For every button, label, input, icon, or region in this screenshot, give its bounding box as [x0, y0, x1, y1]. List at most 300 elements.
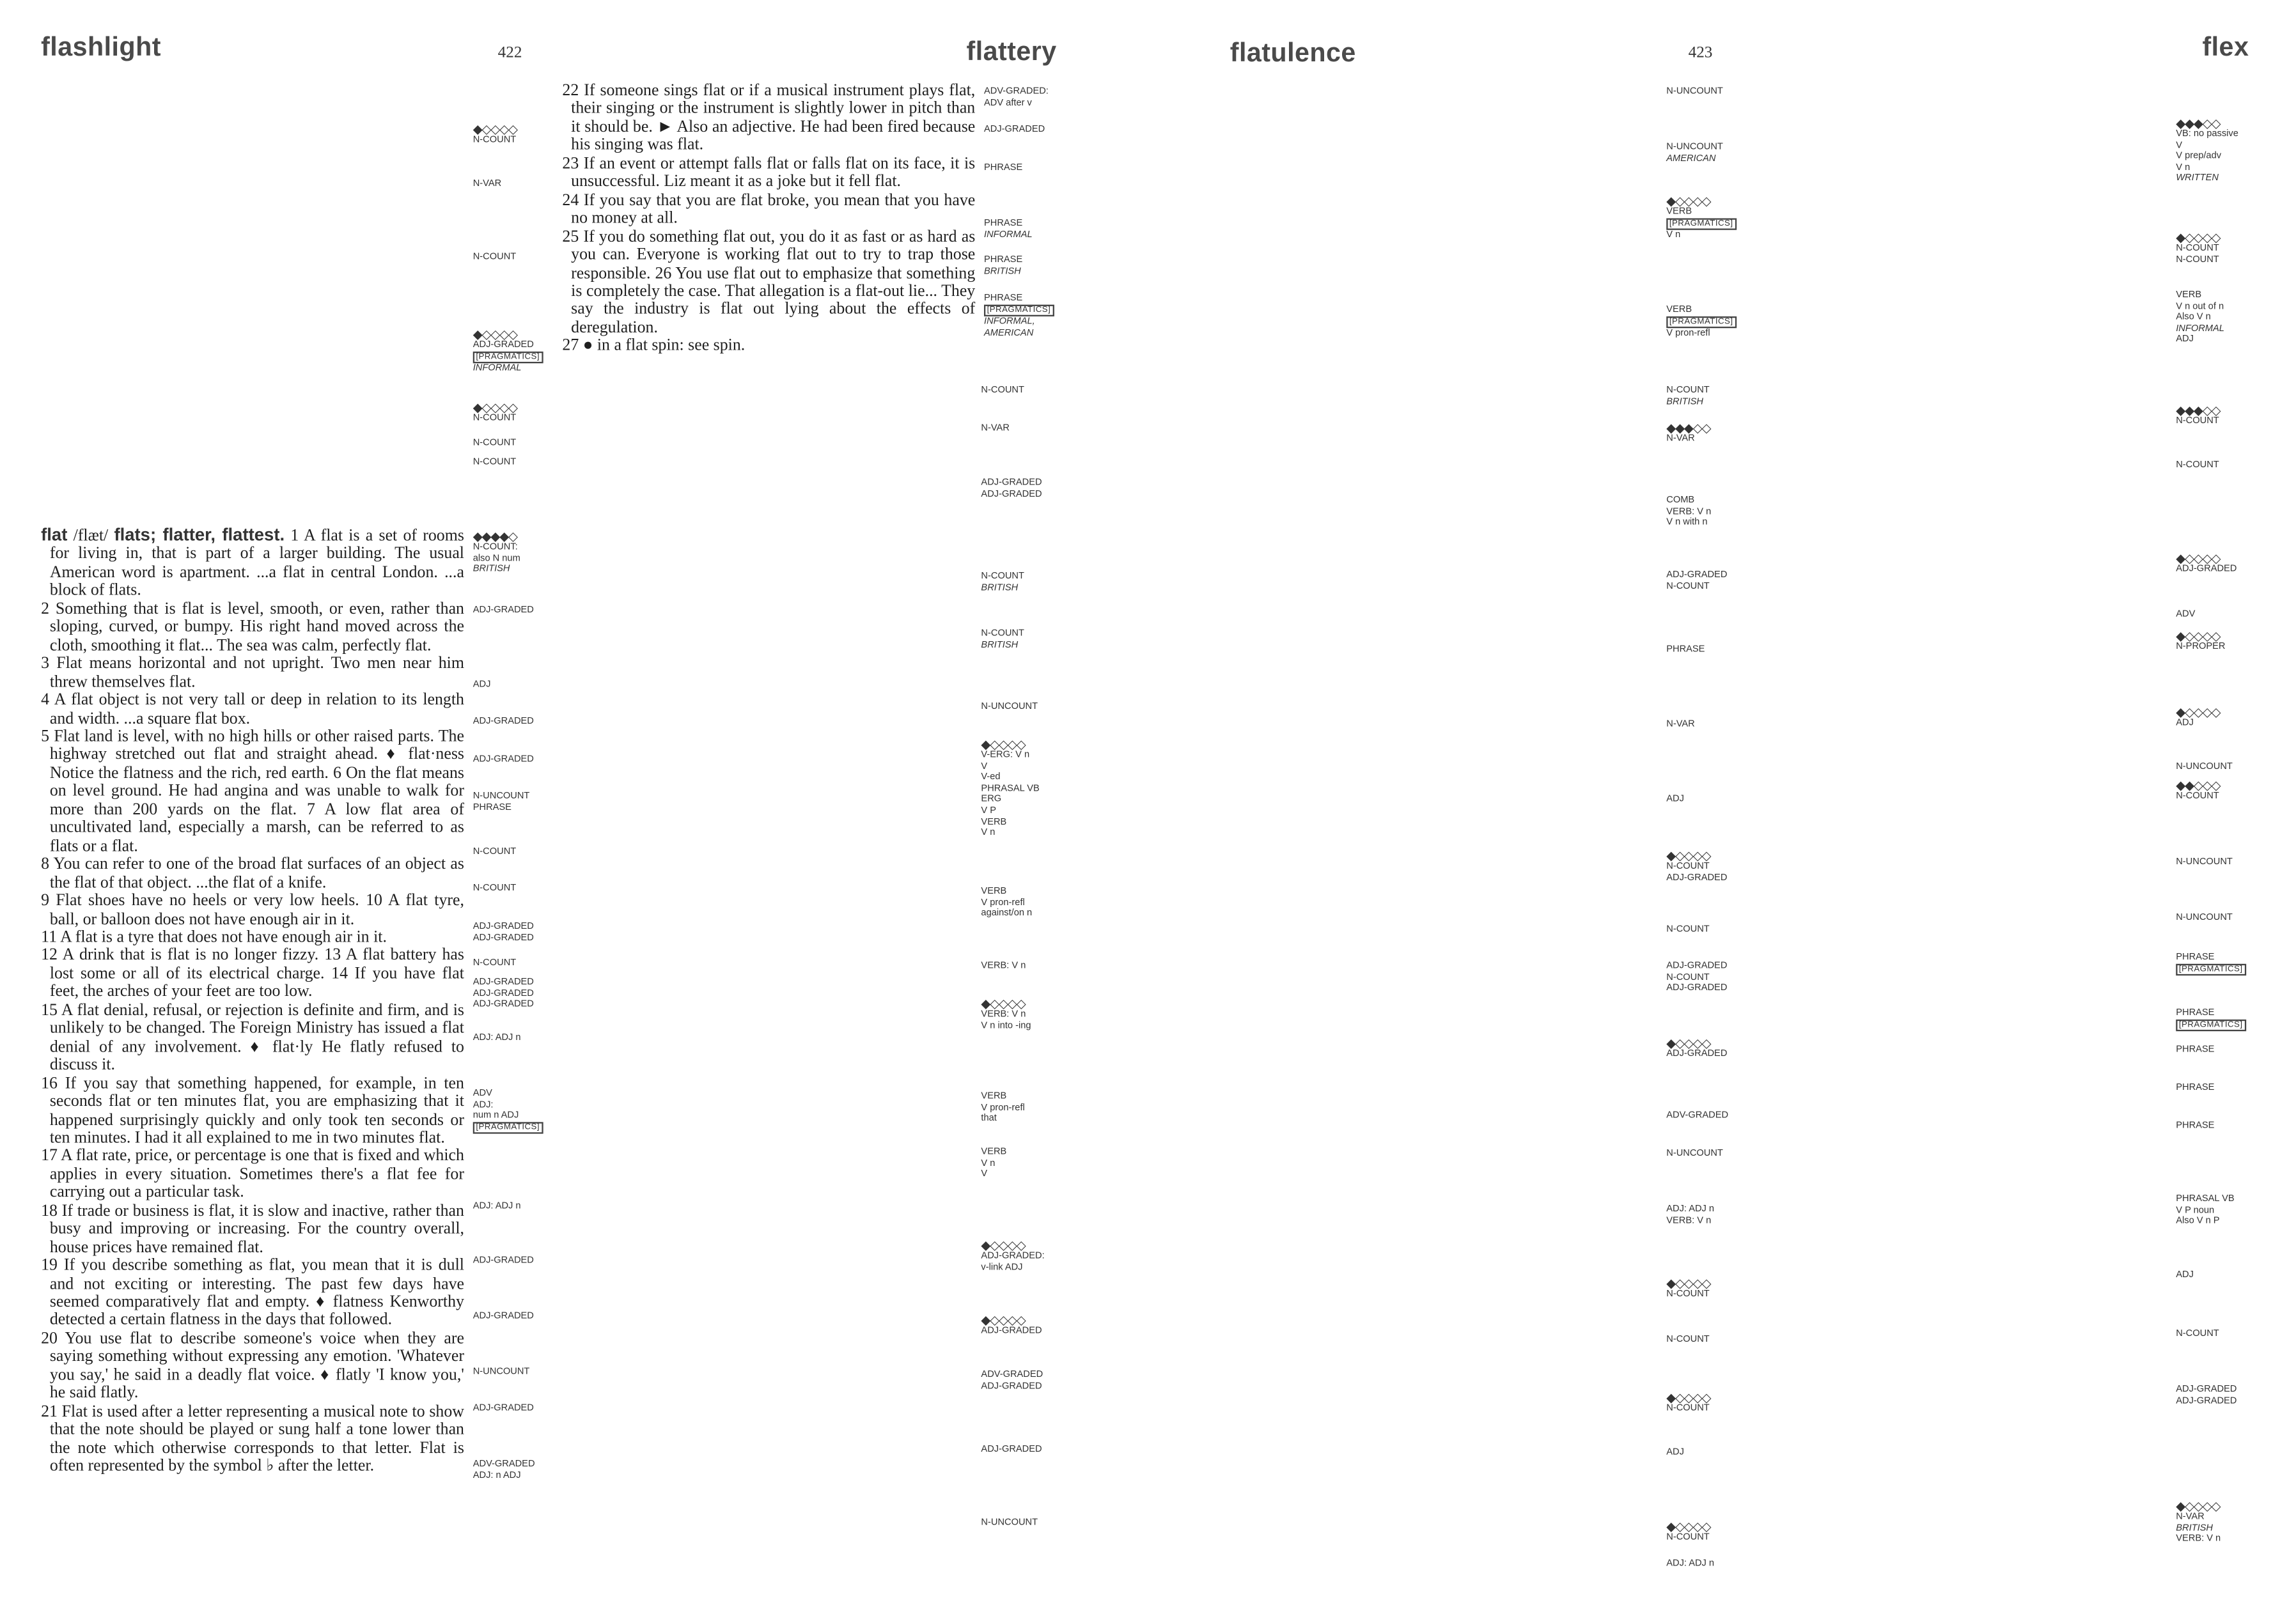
- grammar-label-line: N-COUNT: [2176, 1328, 2219, 1339]
- sense-text: 25 If you do something flat out, you do it as fast or as hard as you can. Everyone is working flat out to try to trap those responsible. 26 You use flat out to emphasize that something is completely the case. That allegation is a flat-out lie... They say the industry is flat out lying about the effects of deregulation.: [562, 228, 976, 337]
- grammar-label: [473, 958, 516, 969]
- entry-column-1: [41, 526, 464, 1476]
- grammar-label-line: ADJ-GRADED: [1666, 872, 1728, 883]
- grammar-label-line: ADJ: ADJ n: [472, 1032, 521, 1043]
- grammar-label: [1666, 1110, 1728, 1121]
- grammar-label-line: INFORMAL: [472, 363, 522, 374]
- grammar-label-line: [PRAGMATICS]: [1666, 218, 1736, 231]
- grammar-label-line: N-VAR: [1666, 719, 1695, 730]
- grammar-label-line: N-UNCOUNT: [981, 1517, 1038, 1528]
- grammar-label-line: ADJ-GRADED: [1666, 1048, 1728, 1059]
- grammar-label-line: ADJ-GRADED: [472, 754, 534, 765]
- grammar-label: [2176, 706, 2220, 729]
- right-right-running-head: flex: [2202, 32, 2249, 62]
- grammar-label: [981, 478, 1042, 500]
- grammar-label-line: ADJ-GRADED: [472, 977, 534, 988]
- grammar-label: [473, 1255, 534, 1266]
- grammar-label-line: PHRASE: [2176, 1044, 2215, 1055]
- grammar-label: [981, 1239, 1044, 1273]
- entry-intro: [41, 526, 464, 600]
- grammar-label: [2176, 952, 2245, 975]
- grammar-label: [981, 423, 1009, 434]
- grammar-label-line: N-COUNT: [2176, 460, 2219, 470]
- grammar-label-line: V n: [981, 1158, 996, 1169]
- grammar-label-line: N-COUNT: [472, 846, 517, 857]
- grammar-label: [473, 1367, 530, 1378]
- grammar-label-line: [PRAGMATICS]: [984, 304, 1054, 317]
- grammar-label-line: ADV-GRADED: [981, 1369, 1043, 1380]
- grammar-label-line: ADJ: [2176, 1270, 2194, 1280]
- grammar-label-line: N-COUNT: [472, 134, 517, 145]
- grammar-label-line: PHRASAL VB: [2176, 1193, 2235, 1204]
- grammar-label-line: ADJ-GRADED: [981, 488, 1042, 499]
- grammar-label-line: N-UNCOUNT: [2176, 912, 2233, 923]
- grammar-label: [2176, 1082, 2214, 1093]
- frequency-diamonds-icon: ◆◇◇◇◇: [1666, 193, 1711, 208]
- grammar-label: [2176, 630, 2225, 653]
- entry-column-2: [562, 82, 975, 355]
- grammar-label-line: PHRASAL VB: [981, 783, 1040, 794]
- frequency-diamonds-icon: ◆◇◇◇◇: [2176, 550, 2221, 566]
- grammar-label-line: V n: [1666, 230, 1681, 241]
- grammar-label-line: ADJ: [2176, 717, 2194, 728]
- frequency-diamonds-icon: ◆◇◇◇◇: [2176, 628, 2221, 643]
- grammar-label-line: N-COUNT: [1666, 1334, 1710, 1345]
- grammar-label-line: PHRASE: [984, 162, 1023, 173]
- grammar-label-line: ADJ: [472, 679, 491, 690]
- grammar-label: [1666, 1392, 1710, 1415]
- grammar-label: [984, 218, 1033, 240]
- grammar-label-line: Also V n: [2176, 312, 2211, 323]
- grammar-label-line: VERB: V n: [981, 1009, 1026, 1020]
- grammar-label-line: ADJ-GRADED: [472, 1403, 534, 1414]
- sense-text: 18 If trade or business is flat, it is slow and inactive, rather than busy and improving or increasing. For the country overall, house prices have remained flat.: [41, 1202, 464, 1257]
- grammar-label-line: PHRASE: [2176, 1007, 2215, 1018]
- grammar-label: [1666, 850, 1727, 883]
- grammar-label-line: ADJ-GRADED: [472, 999, 534, 1010]
- grammar-label: [981, 702, 1038, 713]
- grammar-label-line: that: [981, 1113, 997, 1124]
- grammar-label-line: V n into -ing: [981, 1020, 1031, 1031]
- grammar-label: [473, 754, 534, 765]
- grammar-label-line: ADJ-GRADED: [1666, 961, 1728, 972]
- grammar-label-line: N-COUNT: [2176, 254, 2219, 265]
- frequency-diamonds-icon: ◆◇◇◇◇: [472, 400, 517, 415]
- grammar-label-line: N-VAR: [981, 423, 1010, 434]
- frequency-diamonds-icon: ◆◇◇◇◇: [1666, 1390, 1711, 1405]
- grammar-label: [473, 605, 534, 616]
- grammar-label: [2176, 1328, 2219, 1339]
- grammar-label-line: N-UNCOUNT: [472, 791, 530, 802]
- grammar-label-line: V n out of n: [2176, 301, 2224, 312]
- grammar-label: [984, 255, 1022, 277]
- grammar-label: [473, 179, 501, 190]
- grammar-label: [473, 328, 543, 375]
- grammar-label: [984, 86, 1049, 109]
- grammar-label: [2176, 1008, 2245, 1032]
- grammar-label-line: ADJ: ADJ n: [472, 1201, 521, 1212]
- grammar-label-line: ADV: [472, 1088, 492, 1099]
- grammar-label-line: INFORMAL,: [984, 316, 1035, 327]
- grammar-label-line: N-COUNT: [1666, 861, 1710, 872]
- grammar-label-line: ADV-GRADED: [472, 1459, 535, 1470]
- grammar-label-line: N-COUNT: [472, 958, 517, 968]
- sense-text: 19 If you describe something as flat, you mean that it is dull and not exciting or interesting. The past few days have seemed comparatively flat and empty. ♦ flatness Kenworthy detected a certain flatness in the days that followed.: [41, 1257, 464, 1330]
- frequency-diamonds-icon: ◆◇◇◇◇: [472, 121, 517, 137]
- grammar-label-line: AMERICAN: [984, 327, 1034, 338]
- grammar-label-line: ERG: [981, 794, 1002, 805]
- grammar-label-line: [PRAGMATICS]: [473, 351, 543, 364]
- grammar-label-line: N-COUNT: [981, 628, 1024, 639]
- grammar-label-line: V-ed: [981, 772, 1001, 783]
- grammar-label: [1666, 305, 1736, 339]
- grammar-label-line: V-ERG: V n: [981, 750, 1030, 761]
- grammar-label-line: ADJ-GRADED: [472, 716, 534, 727]
- grammar-label-line: V n with n: [1666, 517, 1708, 528]
- grammar-label-line: VB: no passive: [2176, 128, 2238, 139]
- grammar-label: [473, 883, 516, 894]
- grammar-label: [1666, 1149, 1723, 1160]
- frequency-diamonds-icon: ◆◆◆◇◇: [1666, 420, 1711, 435]
- grammar-label-line: N-COUNT: [472, 456, 517, 467]
- grammar-label: [473, 1033, 521, 1044]
- grammar-label-line: PHRASE: [984, 254, 1023, 265]
- grammar-label: [1666, 385, 1709, 408]
- grammar-label-line: BRITISH: [981, 582, 1019, 593]
- grammar-label-line: VERB: V n: [981, 961, 1026, 972]
- grammar-label-line: [PRAGMATICS]: [1666, 316, 1736, 329]
- grammar-label-line: N-UNCOUNT: [1666, 86, 1723, 97]
- grammar-label: [981, 1370, 1043, 1392]
- grammar-label-line: WRITTEN: [2176, 173, 2219, 184]
- frequency-diamonds-icon: ◆◇◇◇◇: [472, 327, 517, 341]
- grammar-label-line: ADJ-GRADED: [1666, 570, 1728, 580]
- grammar-label: [981, 1091, 1024, 1124]
- grammar-label: [473, 1311, 534, 1322]
- grammar-label-line: V P noun: [2176, 1204, 2215, 1216]
- grammar-label-line: BRITISH: [981, 639, 1019, 650]
- grammar-label-line: ADJ-GRADED: [472, 1255, 534, 1266]
- grammar-label: [1666, 195, 1736, 242]
- grammar-label: [981, 961, 1026, 972]
- grammar-label-line: V prep/adv: [2176, 151, 2222, 162]
- grammar-label-line: Also V n P: [2176, 1216, 2220, 1227]
- grammar-label-line: N-COUNT: [2176, 415, 2219, 426]
- grammar-label-line: PHRASE: [1666, 644, 1705, 655]
- grammar-label: [981, 571, 1024, 594]
- grammar-label-line: VERB: V n: [2176, 1534, 2221, 1544]
- grammar-label: [1666, 719, 1694, 730]
- grammar-label: [981, 1444, 1042, 1455]
- grammar-label: [1666, 1277, 1710, 1300]
- grammar-label-line: also N num: [472, 553, 520, 564]
- grammar-label: [473, 791, 530, 813]
- grammar-label-line: ADJ-GRADED: [2176, 564, 2237, 575]
- grammar-label-line: ADJ-GRADED: [472, 932, 534, 943]
- grammar-label: [1666, 1447, 1684, 1458]
- frequency-diamonds-icon: ◆◆◇◇◇: [2176, 777, 2221, 793]
- grammar-label-line: V: [2176, 140, 2183, 151]
- grammar-label-line: N-COUNT: [1666, 972, 1710, 982]
- entry-inflections: flats; flatter, flattest.: [114, 524, 285, 545]
- sense-text: 27 ● in a flat spin: see spin.: [562, 337, 746, 355]
- sense-text: 24 If you say that you are flat broke, you mean that you have no money at all.: [562, 191, 976, 228]
- sense-text: 23 If an event or attempt falls flat or falls flat on its face, it is unsuccessful. Liz meant it as a joke but it fell flat.: [562, 155, 976, 191]
- grammar-label-line: N-UNCOUNT: [981, 701, 1038, 712]
- grammar-label-line: BRITISH: [984, 266, 1021, 277]
- grammar-label: [2176, 913, 2233, 924]
- entry-headword: flat: [41, 524, 68, 545]
- entry-pronunciation: /flæt/: [73, 527, 109, 545]
- frequency-diamonds-icon: ◆◇◇◇◇: [1666, 1275, 1711, 1291]
- grammar-label-line: ADJ-GRADED:: [981, 1250, 1045, 1261]
- grammar-label: [2176, 1121, 2214, 1131]
- grammar-label-line: VERB: [2176, 290, 2202, 300]
- grammar-label: [1666, 924, 1709, 935]
- grammar-label-line: VERB: [981, 1147, 1007, 1158]
- grammar-label-line: N-COUNT: [1666, 1403, 1710, 1414]
- grammar-label: [1666, 1558, 1714, 1569]
- grammar-label-line: COMB: [1666, 495, 1695, 506]
- grammar-label: [473, 438, 516, 449]
- grammar-label-line: BRITISH: [2176, 1523, 2213, 1534]
- grammar-label-line: v-link ADJ: [981, 1262, 1023, 1273]
- grammar-label: [2176, 1384, 2237, 1406]
- grammar-label: [2176, 762, 2233, 773]
- grammar-label-line: N-UNCOUNT: [1666, 1148, 1723, 1159]
- grammar-label: [1666, 961, 1727, 994]
- grammar-label: [981, 886, 1032, 919]
- sense-text: 3 Flat means horizontal and not upright. Two men near him threw themselves flat.: [41, 655, 464, 691]
- grammar-label-line: ADV-GRADED:: [984, 86, 1049, 97]
- grammar-label: [473, 1459, 535, 1481]
- sense-text: 1 A flat is a set of rooms for living in, that is part of a larger building. The usual American word is apartment. ...a flat in central London. ...a block of flats.: [49, 527, 464, 600]
- grammar-label: [2176, 231, 2220, 265]
- grammar-label: [984, 293, 1054, 339]
- right-page-number: 423: [1688, 43, 1713, 62]
- sense-text: 8 You can refer to one of the broad flat surfaces of an object as the flat of that object. ...the flat of a knife.: [41, 855, 464, 892]
- frequency-diamonds-icon: ◆◆◆◇◇: [2176, 403, 2221, 418]
- frequency-diamonds-icon: ◆◇◇◇◇: [981, 1238, 1026, 1253]
- grammar-label-line: ADJ-GRADED: [981, 1444, 1042, 1455]
- grammar-label: [1666, 644, 1705, 655]
- grammar-label-line: against/on n: [981, 908, 1033, 919]
- grammar-label: [1666, 86, 1723, 97]
- left-page-number: 422: [497, 43, 522, 62]
- grammar-label-line: V: [981, 761, 988, 772]
- grammar-label-line: N-COUNT: [981, 571, 1024, 582]
- grammar-label: [984, 125, 1045, 136]
- grammar-label: [1666, 142, 1723, 164]
- sense-text: 9 Flat shoes have no heels or very low heels. 10 A flat tyre, ball, or balloon does not have enough air in it.: [41, 892, 464, 928]
- grammar-label-line: N-COUNT: [472, 252, 517, 263]
- grammar-label-line: ADJ:: [472, 1099, 494, 1110]
- grammar-label: [2176, 290, 2224, 346]
- frequency-diamonds-icon: ◆◇◇◇◇: [2176, 229, 2221, 245]
- grammar-label-line: ADV: [2176, 609, 2196, 620]
- grammar-label: [2176, 117, 2238, 184]
- grammar-label-line: N-PROPER: [2176, 641, 2226, 652]
- grammar-label: [984, 162, 1022, 173]
- grammar-label: [2176, 552, 2237, 575]
- grammar-label-line: PHRASE: [472, 802, 512, 812]
- grammar-label: [2176, 1500, 2221, 1545]
- grammar-label: [2176, 1270, 2194, 1281]
- frequency-diamonds-icon: ◆◇◇◇◇: [2176, 1498, 2221, 1514]
- grammar-label-line: V n: [981, 828, 996, 839]
- grammar-label: [1666, 1521, 1710, 1544]
- grammar-label-line: ADJ-GRADED: [472, 339, 534, 350]
- frequency-diamonds-icon: ◆◇◇◇◇: [1666, 848, 1711, 863]
- grammar-label-line: ADJ-GRADED: [2176, 1395, 2237, 1406]
- grammar-label-line: N-VAR: [1666, 433, 1695, 444]
- grammar-label-line: ADJ-GRADED: [984, 124, 1045, 135]
- grammar-label: [981, 1314, 1042, 1337]
- grammar-label-line: ADJ-GRADED: [472, 921, 534, 932]
- grammar-label-line: N-UNCOUNT: [472, 1366, 530, 1378]
- grammar-label-line: N-VAR: [472, 178, 502, 189]
- frequency-diamonds-icon: ◆◇◇◇◇: [1666, 1519, 1711, 1534]
- sense-text: 2 Something that is flat is level, smooth, or even, rather than sloping, curved, or bumpy. His right hand moved across the cloth, smoothing it flat... The sea was calm, perfectly flat.: [41, 600, 464, 655]
- grammar-label-line: ADJ: ADJ n: [1666, 1558, 1715, 1569]
- grammar-label: [981, 998, 1031, 1032]
- grammar-label-line: V P: [981, 805, 997, 816]
- grammar-label-line: PHRASE: [2176, 1082, 2215, 1093]
- grammar-label-line: V pron-refl: [981, 1102, 1025, 1113]
- grammar-label-line: PHRASE: [2176, 952, 2215, 963]
- grammar-label-line: VERB: [981, 886, 1007, 897]
- grammar-label-line: PHRASE: [2176, 1120, 2215, 1131]
- grammar-label: [2176, 857, 2233, 868]
- grammar-label-line: INFORMAL: [2176, 323, 2224, 334]
- grammar-label: [1666, 570, 1727, 592]
- grammar-label: [473, 717, 534, 727]
- grammar-label: [2176, 1044, 2214, 1055]
- grammar-label-line: ADV after v: [984, 97, 1032, 108]
- grammar-label: [473, 846, 516, 857]
- grammar-label: [473, 1089, 543, 1135]
- grammar-label-line: VERB: [981, 816, 1007, 827]
- grammar-label-line: [PRAGMATICS]: [2176, 1019, 2245, 1032]
- grammar-label: [1666, 1335, 1709, 1346]
- grammar-label-line: N-COUNT:: [472, 541, 518, 552]
- grammar-label: [473, 1201, 521, 1212]
- grammar-label-line: ADJ-GRADED: [1666, 983, 1728, 994]
- frequency-diamonds-icon: ◆◇◇◇◇: [2176, 704, 2221, 720]
- grammar-label-line: N-COUNT: [472, 883, 517, 894]
- grammar-label: [1666, 495, 1711, 529]
- grammar-label: [473, 921, 534, 944]
- grammar-label: [2176, 404, 2220, 427]
- grammar-label-line: N-UNCOUNT: [2176, 761, 2233, 772]
- sense-text: 4 A flat object is not very tall or deep in relation to its length and width. ...a square flat box.: [41, 691, 464, 727]
- grammar-label-line: [PRAGMATICS]: [473, 1122, 543, 1135]
- grammar-label-line: ADJ-GRADED: [472, 1310, 534, 1321]
- grammar-label: [473, 401, 517, 424]
- grammar-label: [473, 252, 516, 263]
- grammar-label-line: V pron-refl: [981, 897, 1025, 908]
- sense-text: 11 A flat is a tyre that does not have enough air in it.: [41, 928, 387, 947]
- sense-text: 22 If someone sings flat or if a musical instrument plays flat, their singing or the instrument is slightly lower in pitch than it should be. ► Also an adjective. He had been fired because his singing was flat.: [562, 82, 976, 155]
- grammar-label-line: VERB: [981, 1091, 1007, 1102]
- grammar-label-line: VERB: [1666, 206, 1692, 217]
- grammar-label-line: VERB: V n: [1666, 506, 1712, 516]
- grammar-label: [981, 738, 1039, 839]
- frequency-diamonds-icon: ◆◇◇◇◇: [981, 736, 1026, 752]
- grammar-label-line: [PRAGMATICS]: [2176, 963, 2245, 976]
- grammar-label-line: V n: [2176, 162, 2191, 173]
- grammar-label-line: N-COUNT: [1666, 580, 1710, 591]
- sense-text: 21 Flat is used after a letter representing a musical note to show that the note should be played or sung half a tone lower than the note which otherwise corresponds to that letter. Flat is often represented by the symbol ♭ after the letter.: [41, 1402, 464, 1475]
- grammar-label-line: ADJ: [1666, 1447, 1684, 1458]
- grammar-label: [2176, 1194, 2234, 1227]
- grammar-label-line: PHRASE: [984, 218, 1023, 229]
- sense-text: 20 You use flat to describe someone's voice when they are saying something without expressing any emotion. 'Whatever you say,' he said in a deadly flat voice. ♦ flatly 'I know you,' he said flatly.: [41, 1330, 464, 1402]
- grammar-label-line: ADJ-GRADED: [472, 605, 534, 616]
- grammar-label: [473, 1403, 534, 1414]
- grammar-label-line: ADJ-GRADED: [2176, 1384, 2237, 1395]
- grammar-label-line: AMERICAN: [1666, 153, 1716, 164]
- grammar-label-line: ADJ-GRADED: [981, 1380, 1042, 1391]
- grammar-label-line: V pron-refl: [1666, 328, 1710, 339]
- grammar-label-line: V: [981, 1169, 988, 1180]
- grammar-label: [473, 977, 534, 1010]
- grammar-label-line: PHRASE: [984, 293, 1023, 304]
- grammar-label-line: N-COUNT: [1666, 385, 1710, 396]
- grammar-label-line: N-COUNT: [981, 385, 1024, 396]
- grammar-label-line: ADJ-GRADED: [981, 478, 1042, 488]
- right-running-head: flatulence: [1230, 38, 1356, 68]
- grammar-label-line: ADJ-GRADED: [981, 1325, 1042, 1336]
- grammar-label: [473, 679, 491, 690]
- grammar-label-line: VERB: [1666, 304, 1692, 315]
- grammar-label-line: N-VAR: [2176, 1511, 2205, 1522]
- grammar-label-line: N-COUNT: [1666, 924, 1710, 935]
- grammar-label-line: ADJ: n ADJ: [472, 1470, 521, 1480]
- grammar-label: [1666, 1204, 1714, 1227]
- grammar-label-line: ADJ-GRADED: [472, 988, 534, 998]
- grammar-label-line: ADJ: [2176, 334, 2194, 345]
- left-running-head: flashlight: [41, 32, 161, 62]
- grammar-label-line: N-UNCOUNT: [2176, 857, 2233, 867]
- grammar-label: [2176, 609, 2195, 620]
- grammar-label-line: BRITISH: [472, 564, 510, 575]
- sense-text: 16 If you say that something happened, for example, in ten seconds flat or ten minutes flat, you are emphasizing that it happened surprisingly quickly and only took ten seconds or ten minutes. I had it all explained to me in two minutes flat.: [41, 1075, 464, 1147]
- sense-text: 5 Flat land is level, with no high hills or other raised parts. The highway stretched out flat and straight ahead. ♦ flat·ness Notice the flatness and the rich, red earth. 6 On the flat means on level ground. He had angina and was unable to walk for more than 200 yards on the flat. 7 A low flat area of uncultivated land, especially a marsh, can be referred to as flats or a flat.: [41, 727, 464, 855]
- grammar-label-line: num n ADJ: [472, 1110, 519, 1121]
- frequency-diamonds-icon: ◆◇◇◇◇: [981, 996, 1026, 1011]
- grammar-label-line: BRITISH: [1666, 396, 1704, 407]
- grammar-label: [2176, 460, 2219, 471]
- grammar-label: [473, 457, 516, 468]
- grammar-label-line: N-UNCOUNT: [1666, 142, 1723, 153]
- grammar-label: [1666, 1037, 1727, 1060]
- grammar-label-line: N-COUNT: [2176, 791, 2219, 802]
- grammar-label-line: N-COUNT: [1666, 1289, 1710, 1300]
- grammar-label-line: N-COUNT: [1666, 1532, 1710, 1542]
- grammar-label: [981, 385, 1024, 396]
- frequency-diamonds-icon: ◆◇◇◇◇: [981, 1312, 1026, 1328]
- grammar-label-line: VERB: V n: [1666, 1215, 1712, 1226]
- grammar-label: [981, 1147, 1006, 1180]
- grammar-label-line: INFORMAL: [984, 229, 1033, 240]
- grammar-label: [1666, 422, 1710, 445]
- frequency-diamonds-icon: ◆◇◇◇◇: [1666, 1036, 1711, 1051]
- grammar-label: [981, 628, 1024, 651]
- grammar-label-line: N-COUNT: [472, 413, 517, 424]
- grammar-label: [473, 123, 517, 146]
- grammar-label: [981, 1518, 1038, 1528]
